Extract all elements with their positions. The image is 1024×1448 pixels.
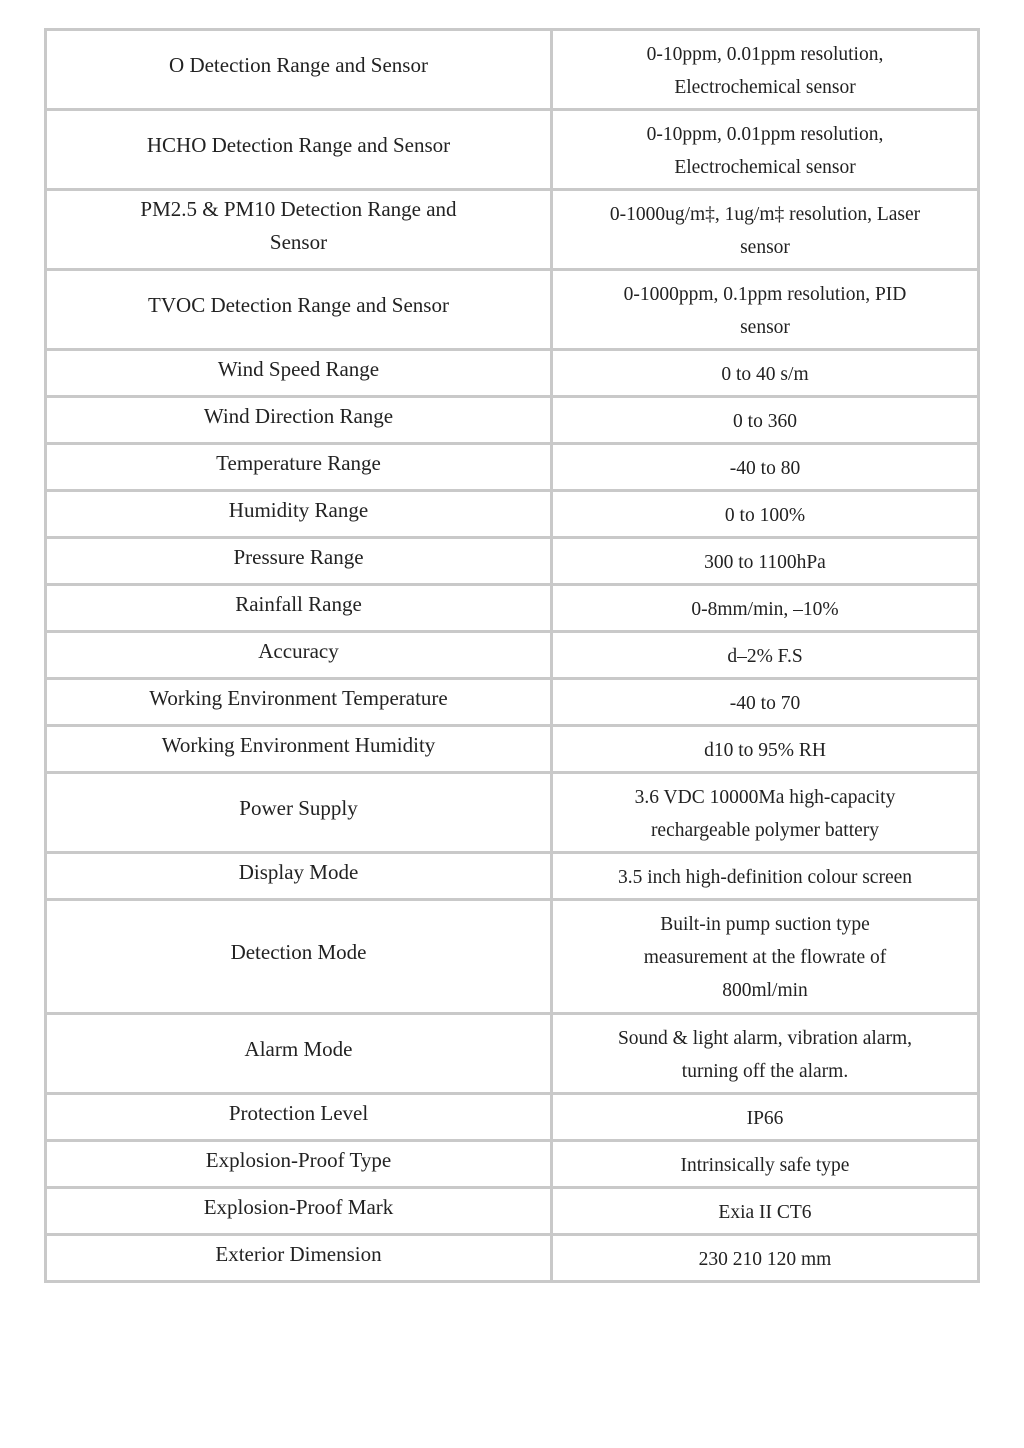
spec-label-text: Pressure Range [233, 544, 364, 569]
spec-label-text: Detection Mode [230, 940, 367, 964]
table-row [46, 270, 979, 350]
spec-label-text: Explosion-Proof Mark [203, 1194, 394, 1219]
spec-value-text: 0 to 360 [733, 410, 797, 432]
spec-label [46, 444, 552, 491]
spec-value-text: IP66 [746, 1107, 784, 1129]
table-row [46, 397, 979, 444]
spec-label [46, 397, 552, 444]
spec-label [46, 1094, 552, 1141]
spec-label [46, 270, 552, 350]
spec-label [46, 585, 552, 632]
table-row [46, 350, 979, 397]
spec-value-text: 0-1000ug/m‡, 1ug/m‡ resolution, Laser sensor [609, 203, 921, 258]
spec-value-text: Exia II CT6 [718, 1201, 812, 1223]
spec-label [46, 1014, 552, 1094]
spec-label-text: Rainfall Range [235, 591, 362, 616]
spec-label-text: Exterior Dimension [215, 1241, 382, 1266]
table-row [46, 726, 979, 773]
table-row [46, 538, 979, 585]
spec-label [46, 632, 552, 679]
table-row [46, 1188, 979, 1235]
spec-label [46, 110, 552, 190]
spec-value [552, 632, 979, 679]
spec-value-text: 0-8mm/min, –10% [691, 598, 839, 620]
spec-label [46, 679, 552, 726]
spec-label [46, 30, 552, 110]
spec-label-text: Accuracy [258, 638, 339, 663]
spec-label-text: Wind Direction Range [203, 403, 394, 428]
spec-value [552, 1141, 979, 1188]
spec-label [46, 1235, 552, 1282]
spec-value-text: 0-1000ppm, 0.1ppm resolution, PID sensor [623, 283, 907, 338]
spec-label-text: O Detection Range and Sensor [169, 53, 428, 77]
spec-table [44, 28, 980, 1283]
spec-label [46, 190, 552, 270]
table-row [46, 491, 979, 538]
spec-label [46, 773, 552, 853]
table-row [46, 773, 979, 853]
spec-label-text: Wind Speed Range [217, 356, 380, 381]
spec-value-text: 0-10ppm, 0.01ppm resolution, Electrochemical sensor [646, 43, 884, 98]
spec-value [552, 726, 979, 773]
spec-label-text: Explosion-Proof Type [205, 1147, 392, 1172]
spec-value [552, 773, 979, 853]
spec-value [552, 853, 979, 900]
spec-label-text: PM2.5 & PM10 Detection Range and Sensor [140, 196, 457, 254]
table-row [46, 1094, 979, 1141]
spec-label-text: TVOC Detection Range and Sensor [148, 293, 449, 317]
spec-value-text: 3.6 VDC 10000Ma high-capacity rechargeable polymer battery [634, 786, 896, 841]
spec-value [552, 1188, 979, 1235]
table-row [46, 853, 979, 900]
spec-label [46, 900, 552, 1014]
spec-value [552, 350, 979, 397]
table-row [46, 585, 979, 632]
table-row [46, 190, 979, 270]
table-row [46, 1235, 979, 1282]
spec-label [46, 491, 552, 538]
table-row [46, 679, 979, 726]
spec-value [552, 585, 979, 632]
spec-value [552, 491, 979, 538]
spec-value [552, 1014, 979, 1094]
spec-value [552, 538, 979, 585]
spec-value-text: d–2% F.S [727, 645, 803, 667]
spec-value-text: -40 to 70 [729, 692, 801, 714]
spec-value-text: d10 to 95% RH [704, 739, 826, 761]
spec-value [552, 1094, 979, 1141]
table-row [46, 1141, 979, 1188]
spec-value [552, 30, 979, 110]
table-row [46, 1014, 979, 1094]
table-row [46, 110, 979, 190]
spec-label [46, 726, 552, 773]
spec-value [552, 1235, 979, 1282]
spec-value [552, 270, 979, 350]
spec-value [552, 444, 979, 491]
table-row [46, 900, 979, 1014]
spec-value-text: 230 210 120 mm [698, 1248, 832, 1270]
spec-label-text: Alarm Mode [244, 1037, 353, 1061]
spec-label-text: Display Mode [238, 859, 359, 884]
spec-label-text: Working Environment Temperature [149, 685, 448, 710]
spec-value [552, 679, 979, 726]
spec-label-text: Power Supply [239, 796, 358, 820]
spec-label-text: HCHO Detection Range and Sensor [146, 133, 451, 157]
spec-value-text: -40 to 80 [729, 457, 801, 479]
spec-label [46, 350, 552, 397]
spec-label [46, 1141, 552, 1188]
spec-value-text: Sound & light alarm, vibration alarm, turning off the alarm. [617, 1027, 913, 1082]
spec-value [552, 900, 979, 1014]
table-row [46, 444, 979, 491]
spec-value [552, 110, 979, 190]
spec-label [46, 1188, 552, 1235]
spec-value [552, 190, 979, 270]
spec-value-text: Built-in pump suction type measurement at the flowrate of 800ml/min [643, 914, 887, 1001]
spec-label-text: Temperature Range [216, 450, 381, 475]
spec-label-text: Protection Level [228, 1100, 369, 1125]
table-row [46, 30, 979, 110]
spec-label [46, 538, 552, 585]
table-row [46, 632, 979, 679]
spec-value-text: 3.5 inch high-definition colour screen [617, 866, 913, 888]
spec-value-text: 0-10ppm, 0.01ppm resolution, Electrochemical sensor [646, 123, 884, 178]
spec-value-text: 0 to 40 s/m [721, 363, 809, 385]
spec-value-text: 300 to 1100hPa [704, 551, 826, 573]
spec-value-text: 0 to 100% [724, 504, 806, 526]
spec-value-text: Intrinsically safe type [680, 1154, 850, 1176]
spec-label [46, 853, 552, 900]
spec-label-text: Working Environment Humidity [161, 732, 436, 757]
spec-label-text: Humidity Range [228, 497, 369, 522]
spec-value [552, 397, 979, 444]
